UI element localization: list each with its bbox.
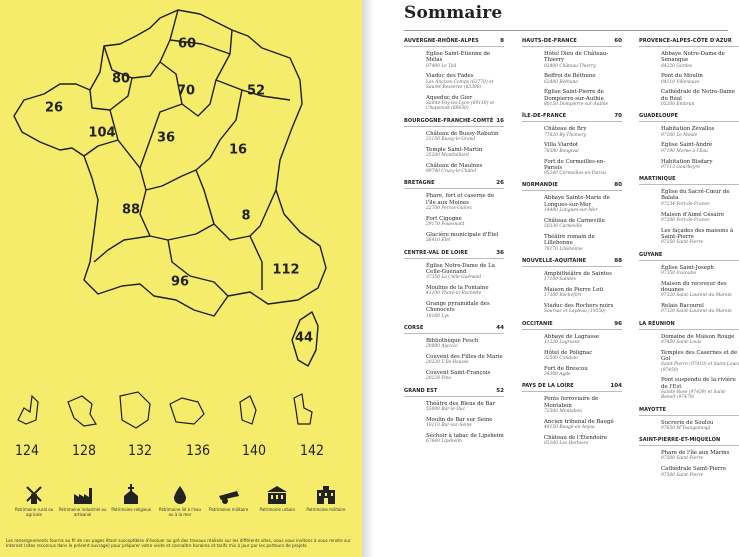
page-number: 36 — [496, 249, 504, 256]
section-header — [522, 182, 622, 191]
region-name: OCCITANIE — [522, 320, 553, 327]
page-title: Sommaire — [404, 3, 503, 23]
toc-entry — [544, 51, 622, 69]
region-name: HAUTS-DE-FRANCE — [522, 38, 577, 44]
region-name: NORMANDIE — [522, 182, 558, 189]
heritage-legend — [10, 484, 350, 524]
region-name: SAINT-PIERRE-ET-MIQUELON — [639, 437, 721, 444]
site-location: 04110 Villeneuve — [661, 79, 700, 85]
site-name: Viaduc des Rochers noirs — [544, 303, 614, 310]
toc-section — [404, 388, 504, 445]
section-header — [639, 407, 739, 416]
site-location: 97320 Saint-Laurent-du-Maroni — [661, 309, 732, 315]
legend-label: Patrimoine religieux — [111, 507, 152, 512]
toc-section — [639, 321, 739, 401]
site-location: 62400 Béthune — [544, 79, 579, 85]
section-header — [404, 180, 504, 189]
site-name: Ancien tribunal de Baugé — [544, 418, 614, 425]
toc-entry — [544, 89, 622, 107]
region-number: 112 — [272, 262, 300, 278]
site-location: Sainte-Foy-lès-Lyon (69110) et Chaponost (69630) — [426, 101, 495, 112]
site-location: 25200 Montbéliard — [426, 153, 469, 159]
toc-section — [404, 118, 504, 175]
section-header — [404, 388, 504, 397]
page-number: 60 — [614, 38, 622, 44]
guadeloupe-outline — [18, 396, 38, 424]
region-number: 80 — [111, 71, 131, 87]
site-name: Hôtel Dieu de Château-Thierry — [544, 51, 609, 64]
site-location: 97200 Fort-de-France — [661, 217, 710, 223]
cannon-icon — [217, 484, 241, 504]
site-location: 41100 Thoré-la-Rochette — [426, 291, 482, 297]
site-location: 97160 Le Moule — [661, 132, 698, 138]
toc-entry — [544, 287, 622, 299]
site-location: 84220 Gordes — [661, 63, 693, 69]
site-name: Glacière municipale d'Étel — [426, 231, 499, 238]
toc-entry — [661, 126, 739, 138]
toc-entry — [661, 450, 739, 462]
factory-icon — [73, 484, 93, 504]
region-number: 70 — [176, 83, 196, 99]
site-name: Habitation Bisdary — [661, 158, 713, 165]
site-name: Cathédrale Saint-Pierre — [661, 466, 727, 473]
section-header — [404, 325, 504, 334]
overseas-number: 136 — [185, 443, 211, 459]
site-location: 49150 Baugé-en-Anjou — [544, 425, 595, 431]
legend-item — [302, 484, 350, 524]
site-location: 80150 Dompierre-sur-Authie — [544, 102, 609, 108]
page-number: 70 — [614, 113, 622, 120]
region-number: 88 — [121, 202, 141, 218]
toc-entry — [544, 419, 622, 431]
legend-label: Patrimoine militaire — [209, 507, 249, 512]
site-name: Église Notre-Dame de La Celle-Guénand — [426, 262, 495, 275]
toc-entry — [661, 189, 739, 207]
toc-column-3 — [639, 38, 739, 484]
toc-entry — [661, 228, 739, 246]
section-header — [639, 113, 739, 122]
site-location: 37350 La Celle-Guénand — [426, 275, 482, 281]
site-name: Château de l'Étendoire — [544, 434, 608, 441]
site-name: Église Saint-Étienne de Mélas — [426, 51, 491, 64]
region-name: GUADELOUPE — [639, 113, 679, 120]
toc-entry — [661, 334, 739, 346]
toc-section — [639, 176, 739, 245]
site-location: 97320 Saint-Laurent-du-Maroni — [661, 293, 732, 299]
toc-section — [404, 250, 504, 319]
site-location: Les Ancizes-Comps (63770) et Sauret-Besserve (63390) — [426, 79, 494, 90]
site-location: 85160 Les Herbiers — [544, 441, 589, 447]
toc-entry — [661, 377, 739, 400]
toc-entry — [544, 195, 622, 213]
region-name: MARTINIQUE — [639, 176, 676, 183]
toc-entry — [661, 466, 739, 478]
site-location: 20000 Ajaccio — [426, 344, 458, 350]
site-name: Maison du receveur des douanes — [661, 280, 727, 293]
windmill-icon — [24, 484, 44, 504]
townhall-icon — [267, 484, 287, 504]
site-location: 17300 Rochefort — [544, 293, 582, 299]
site-location: 34300 Agde — [544, 372, 571, 378]
toc-section — [522, 182, 622, 251]
legend-label: Patrimoine urbain — [259, 507, 296, 512]
toc-entry — [426, 232, 504, 244]
spm-outline — [294, 394, 312, 424]
region-number: 60 — [177, 36, 197, 52]
page-number: 88 — [614, 257, 622, 264]
site-name: Phare, fort et caserne de l'île aux Moines — [426, 193, 495, 206]
legend-item — [10, 484, 58, 524]
site-location: 72500 Montabon — [544, 408, 582, 414]
site-location: 32500 Condom — [544, 356, 578, 361]
region-number: 16 — [228, 142, 248, 158]
toc-entry — [544, 435, 622, 447]
toc-entry — [426, 285, 504, 297]
site-location: 14400 Longues-sur-Mer — [544, 208, 598, 214]
region-number: 96 — [170, 274, 190, 290]
guyane-outline — [120, 392, 150, 428]
section-header — [522, 113, 622, 122]
site-name: Église Saint-Pierre de Dompierre-sur-Authie — [544, 89, 604, 102]
site-name: Villa Viardot — [544, 142, 579, 149]
toc-entry — [426, 147, 504, 159]
site-name: Les façades des maisons à Saint-Pierre — [661, 227, 734, 240]
site-location: 97500 Saint-Pierre — [661, 456, 704, 462]
site-name: Moulins de la Fontaine — [426, 284, 489, 291]
section-header — [639, 176, 739, 185]
region-name: BOURGOGNE-FRANCHE-COMTÉ — [404, 117, 494, 124]
legend-label: Patrimoine lié à l'eau ou à la mer — [158, 507, 201, 517]
site-location: 11220 Lagrasse — [544, 339, 580, 345]
site-name: Viaduc des Fades — [426, 73, 474, 80]
toc-entry — [426, 301, 504, 319]
site-location: 97113 Gourbeyre — [661, 164, 701, 170]
region-name: ÎLE-DE-FRANCE — [522, 113, 567, 120]
toc-entry — [661, 212, 739, 224]
site-name: Relais Bacourel — [661, 303, 704, 310]
toc-section — [404, 325, 504, 382]
toc-entry — [544, 73, 622, 85]
overseas-number: 128 — [71, 443, 97, 459]
region-name: AUVERGNE-RHÔNE-ALPES — [404, 38, 479, 44]
site-name: Maison d'Aimé Césaire — [661, 211, 725, 218]
site-name: Moulin de Bar sur Seine — [426, 416, 493, 423]
toc-section — [639, 407, 739, 432]
region-name: CENTRE-VAL DE LOIRE — [404, 249, 468, 256]
toc-entry — [426, 193, 504, 211]
toc-section — [522, 321, 622, 378]
site-location: 07400 Le Teil — [426, 63, 457, 69]
page-number: 16 — [496, 117, 504, 124]
title-divider — [404, 30, 728, 31]
section-header — [522, 38, 622, 47]
school-icon — [316, 484, 336, 504]
toc-entry — [426, 163, 504, 175]
toc-entry — [426, 370, 504, 382]
site-name: Église du Sacré-Cœur de Balata — [661, 189, 730, 202]
toc-entry — [426, 433, 504, 445]
toc-section — [522, 258, 622, 315]
region-number: 52 — [246, 83, 266, 99]
site-name: Couvent des Filles de Marie — [426, 354, 503, 360]
site-name: Fort de Cormeilles-en-Parisis — [544, 158, 606, 171]
toc-entry — [544, 303, 622, 315]
site-name: Bibliothèque Fesch — [426, 337, 479, 344]
site-name: Château de Maulnes — [426, 162, 483, 169]
overseas-number: 132 — [127, 443, 153, 459]
site-location: 17100 Saintes — [544, 277, 576, 283]
site-location: 97234 Fort-de-France — [661, 201, 710, 207]
legend-item — [59, 484, 107, 524]
page-number: 96 — [614, 320, 622, 327]
toc-page — [382, 0, 739, 557]
region-name: BRETAGNE — [404, 180, 435, 187]
site-location: 56410 Étel — [426, 238, 451, 244]
book-gutter — [362, 0, 382, 557]
legend-item — [205, 484, 253, 524]
site-name: Château de Bry — [544, 126, 587, 133]
site-name: Temple Saint-Martin — [426, 146, 483, 153]
toc-entry — [661, 73, 739, 85]
france-regions-map — [0, 0, 362, 430]
site-location: 97190 Morne-à-l'Eau — [661, 148, 708, 154]
toc-entry — [426, 95, 504, 112]
site-location: 21150 Bussy-le-Grand — [426, 136, 476, 142]
overseas-number: 124 — [14, 443, 40, 459]
region-name: NOUVELLE-AQUITAINE — [522, 257, 587, 264]
region-number: 26 — [44, 100, 64, 116]
site-location: 97650 M'Tsangamouji — [661, 425, 711, 431]
page-number: 104 — [610, 383, 622, 390]
section-header — [404, 118, 504, 127]
region-number: 44 — [294, 330, 314, 346]
region-name: GUYANE — [639, 251, 663, 258]
site-location: Saint-Pierre (97410) et Saint-Louis (97450) — [661, 362, 739, 373]
site-location: Soursac et Lapleau (19550) — [544, 309, 606, 315]
region-name: LA RÉUNION — [639, 320, 675, 327]
toc-entry — [426, 354, 504, 366]
toc-section — [404, 38, 504, 112]
region-number: 8 — [241, 208, 251, 224]
church-icon — [123, 484, 139, 504]
legend-label: Patrimoine rural ou agricole — [14, 507, 54, 517]
site-location: 67640 Lipsheim — [426, 439, 462, 445]
site-location: Sainte-Rose (97439) et Saint-Benoît (97470) — [661, 389, 727, 401]
toc-entry — [544, 271, 622, 283]
site-name: Abbaye de Lagrasse — [544, 333, 600, 340]
overseas-number: 140 — [241, 443, 267, 459]
site-name: Aqueduc du Gier — [426, 94, 473, 101]
site-location: 10110 Bar-sur-Seine — [426, 423, 472, 429]
region-name: PAYS DE LA LOIRE — [522, 383, 574, 390]
toc-column-2 — [522, 38, 622, 452]
toc-entry — [661, 89, 739, 107]
site-name: Abbaye Sainte-Marie de Longues-sur-Mer — [544, 195, 610, 208]
map-page — [0, 0, 362, 557]
site-location: 50330 Carneville — [544, 224, 583, 230]
overseas-number: 142 — [299, 443, 325, 459]
toc-entry — [426, 338, 504, 350]
toc-column-1 — [404, 38, 504, 450]
toc-section — [639, 38, 739, 107]
legend-item — [253, 484, 301, 524]
section-header — [404, 38, 504, 47]
site-name: Amphithéâtre de Saintes — [544, 270, 612, 277]
site-name: Habitation Zévallos — [661, 126, 715, 133]
toc-entry — [661, 265, 739, 277]
site-name: Sucrerie de Soulou — [661, 419, 714, 426]
site-name: Église Saint-André — [661, 142, 713, 149]
site-name: Domaine de Maison Rouge — [661, 333, 735, 340]
page-number: 44 — [496, 324, 504, 331]
site-name: Couvent Saint-François — [426, 370, 491, 377]
section-header — [522, 383, 622, 392]
site-location: 18160 Lys — [426, 313, 449, 319]
site-name: Abbaye Notre-Dame de Senanque — [661, 51, 725, 64]
toc-entry — [426, 131, 504, 143]
toc-section — [639, 113, 739, 170]
reunion-outline — [170, 398, 204, 424]
site-location: 02400 Château-Thierry — [544, 63, 596, 69]
site-location: 97250 Saint-Pierre — [661, 240, 704, 246]
toc-entry — [426, 417, 504, 429]
region-name: GRAND EST — [404, 387, 438, 394]
toc-entry — [426, 401, 504, 413]
region-name: PROVENCE-ALPES-CÔTE D'AZUR — [639, 38, 732, 44]
section-header — [522, 321, 622, 330]
site-name: Temples des Casernes et de Gol — [661, 349, 738, 362]
legend-label: Patrimoine industriel ou artisanal — [58, 507, 107, 517]
site-location: 89740 Cruzy-le-Châtel — [426, 169, 476, 175]
region-number: 104 — [88, 125, 116, 141]
disclaimer-note: Les renseignements fournis au fil de ces pages étant susceptibles d'évoluer au gré des travaux réalisés sur les différents sites, nous vous invitons à vous rendre sur Internet (sites reconnus dans le présent ouvrage) pour préparer votre visite et connaître horaires et tarifs mis à jour par les porteurs de projets. — [6, 538, 351, 549]
toc-section — [522, 113, 622, 176]
site-name: Pont du Moulin — [661, 73, 703, 80]
site-location: 29170 Fouesnant — [426, 222, 465, 228]
toc-entry — [544, 396, 622, 414]
toc-entry — [661, 142, 739, 154]
toc-entry — [426, 263, 504, 281]
toc-entry — [544, 350, 622, 362]
site-location: 22700 Perros-Guirec — [426, 206, 473, 212]
legend-item — [156, 484, 204, 524]
toc-section — [522, 383, 622, 446]
section-header — [522, 258, 622, 267]
site-name: Beffroi de Béthune — [544, 73, 596, 80]
site-location: 95240 Cormeilles-en-Parisis — [544, 171, 607, 177]
toc-entry — [544, 334, 622, 346]
legend-item — [107, 484, 155, 524]
site-location: 76170 Lillebonne — [544, 246, 583, 252]
section-header — [639, 252, 739, 261]
site-name: Église Saint-Joseph — [661, 264, 714, 271]
section-header — [639, 321, 739, 330]
page-number: 8 — [500, 38, 504, 44]
page-number: 26 — [496, 180, 504, 187]
region-name: CORSE — [404, 324, 424, 331]
site-location: 97450 Saint-Louis — [661, 339, 702, 345]
toc-entry — [426, 73, 504, 90]
water-drop-icon — [174, 484, 186, 504]
site-name: Fort Cigogne — [426, 215, 462, 222]
toc-section — [639, 252, 739, 315]
toc-entry — [426, 216, 504, 228]
site-name: Maison de Pierre Loti — [544, 286, 604, 293]
page-number: 52 — [496, 387, 504, 394]
region-name: MAYOTTE — [639, 406, 667, 413]
section-header — [639, 437, 739, 446]
site-name: Château de Carneville — [544, 217, 605, 224]
toc-entry — [544, 159, 622, 177]
site-name: Pont suspendu de la rivière de l'Est — [661, 377, 736, 390]
toc-entry — [661, 350, 739, 373]
page-number: 80 — [614, 182, 622, 189]
site-location: 20228 Pino — [426, 376, 452, 382]
toc-entry — [426, 51, 504, 69]
toc-section — [639, 437, 739, 478]
toc-entry — [661, 51, 739, 69]
toc-entry — [544, 366, 622, 378]
mayotte-outline — [240, 396, 256, 424]
site-location: 55000 Bar-le-Duc — [426, 406, 466, 412]
site-location: 05200 Embrun — [661, 102, 695, 108]
site-name: Ponts ferroviaire de Montabon — [544, 396, 599, 409]
toc-entry — [544, 142, 622, 154]
site-name: Théâtre des Bleus de Bar — [426, 400, 496, 407]
legend-label: Patrimoine militaire — [306, 507, 346, 512]
section-header — [404, 250, 504, 259]
site-name: Hôtel de Polignac — [544, 349, 593, 356]
toc-entry — [661, 420, 739, 432]
site-name: Grange pyramidale des Chenocets — [426, 301, 490, 314]
toc-entry — [661, 159, 739, 171]
site-name: Séchoir à tabac de Lipsheim — [426, 432, 504, 439]
region-number: 36 — [156, 130, 176, 146]
site-name: Fort de Brescou — [544, 365, 588, 372]
section-header — [639, 38, 739, 47]
site-location: 77820 By-Thomery — [544, 132, 587, 138]
site-location: 20220 L'Île-Rousse — [426, 360, 469, 366]
site-location: 97350 Iracoubo — [661, 270, 697, 276]
toc-entry — [544, 218, 622, 230]
site-location: 78380 Bougival — [544, 148, 579, 154]
toc-entry — [544, 126, 622, 138]
site-name: Cathédrale de Notre-Dame du Réal — [661, 89, 735, 102]
site-name: Phare de l'île aux Marins — [661, 450, 730, 457]
toc-entry — [661, 303, 739, 315]
martinique-outline — [68, 396, 96, 426]
site-name: Théâtre romain de Lillebonne — [544, 233, 595, 247]
toc-entry — [544, 234, 622, 252]
toc-entry — [661, 281, 739, 299]
toc-section — [404, 180, 504, 243]
toc-section — [522, 38, 622, 107]
site-name: Château de Bussy-Rabutin — [426, 130, 499, 137]
site-location: 97500 Saint-Pierre — [661, 472, 704, 478]
